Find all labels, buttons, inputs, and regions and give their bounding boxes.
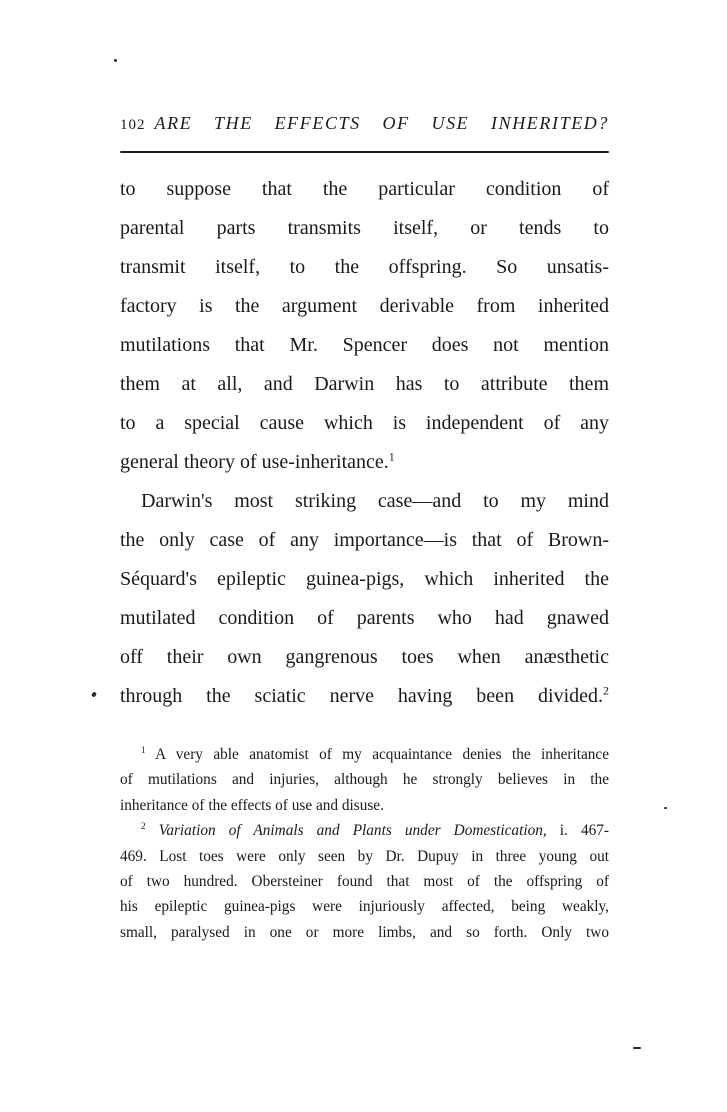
page-header — [120, 113, 609, 134]
text-line — [120, 767, 609, 792]
text-line — [120, 521, 609, 560]
text-segment: mutilated condition of parents who had gnawed — [120, 607, 609, 629]
text-line — [120, 638, 609, 677]
text-segment: of mutilations and injuries, although he strongly believes in the — [120, 771, 609, 789]
text-line — [120, 248, 609, 287]
text-line — [120, 365, 609, 404]
text-segment: Séquard's epileptic guinea-pigs, which inherited the — [120, 568, 609, 590]
text-line — [120, 818, 609, 843]
text-line — [120, 482, 609, 521]
page-number: 102 — [120, 117, 146, 133]
body-text — [120, 170, 609, 716]
text-segment: to a special cause which is independent of any — [120, 412, 609, 434]
text-segment: factory is the argument derivable from inherited — [120, 295, 609, 317]
text-segment: Darwin's most striking case—and to my mind — [141, 490, 609, 512]
text-line — [120, 209, 609, 248]
footnotes — [120, 742, 609, 945]
text-segment: A very able anatomist of my acquaintance denies the inheritance — [145, 746, 609, 763]
text-line — [120, 170, 609, 209]
text-line — [120, 287, 609, 326]
text-segment: to suppose that the particular condition of — [120, 178, 609, 200]
scan-speck — [114, 59, 117, 62]
text-line — [120, 742, 609, 767]
text-segment: them at all, and Darwin has to attribute them — [120, 373, 609, 395]
header-rule — [120, 151, 609, 153]
text-segment: transmit itself, to the offspring. So unsatis- — [120, 256, 609, 278]
text-line — [120, 326, 609, 365]
text-segment: the only case of any importance—is that of Brown- — [120, 529, 609, 551]
text-segment: through the sciatic nerve having been divided. — [120, 685, 603, 707]
scan-speck — [664, 807, 667, 809]
text-segment: of two hundred. Obersteiner found that most of the offspring of — [120, 873, 609, 891]
text-line — [120, 677, 609, 716]
footnote-marker: 2 — [603, 683, 609, 698]
text-segment: his epileptic guinea-pigs were injuriously affected, being weakly, — [120, 898, 609, 916]
scan-speck — [633, 1047, 641, 1049]
text-line — [120, 443, 609, 482]
text-line — [120, 869, 609, 894]
text-segment: Variation of Animals and Plants under Domestication — [158, 822, 543, 840]
footnote-marker: 2 — [141, 821, 146, 832]
running-title: ARE THE EFFECTS OF USE INHERITED? — [154, 113, 609, 133]
text-segment: general theory of use-inheritance. — [120, 451, 389, 473]
footnote-marker: 1 — [141, 744, 146, 755]
text-segment — [146, 822, 159, 839]
text-line — [120, 793, 609, 818]
text-segment: parental parts transmits itself, or tends to — [120, 217, 609, 239]
text-line — [120, 920, 609, 945]
text-segment: off their own gangrenous toes when anæsthetic — [120, 646, 609, 668]
text-line — [120, 404, 609, 443]
text-line — [120, 844, 609, 869]
text-segment: , i. 467- — [542, 822, 609, 840]
text-segment: small, paralysed in one or more limbs, and so forth. Only two — [120, 923, 609, 941]
footnote-marker: 1 — [388, 449, 395, 464]
text-segment: mutilations that Mr. Spencer does not mention — [120, 334, 609, 356]
scan-speck — [91, 691, 97, 697]
text-line — [120, 894, 609, 919]
text-segment: inheritance of the effects of use and disuse. — [120, 796, 384, 814]
text-line — [120, 599, 609, 638]
text-line — [120, 560, 609, 599]
text-segment: 469. Lost toes were only seen by Dr. Dupuy in three young out — [120, 847, 609, 865]
